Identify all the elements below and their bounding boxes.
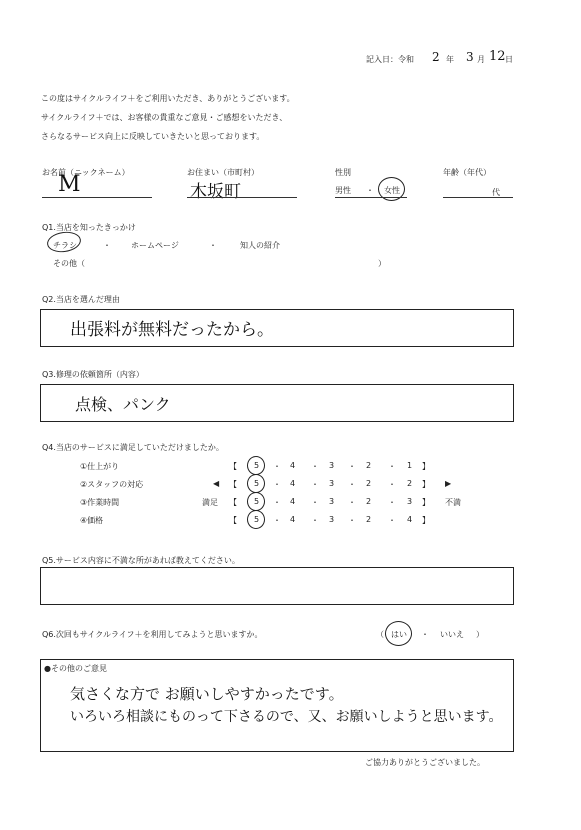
gender-male: 男性 <box>335 186 351 195</box>
q1-question: Q1.当店を知ったきっかけ <box>42 223 136 232</box>
q5-question: Q5.サービス内容に不満な所があれば教えてください。 <box>42 556 240 565</box>
q3-answer: 点検、パンク <box>75 395 171 414</box>
q4-scale-value: 4 <box>407 515 413 524</box>
name-value: M <box>58 172 81 197</box>
q4-scale-value: 3 <box>407 497 413 506</box>
gender-underline <box>335 197 407 198</box>
q4-scale-value: 3 <box>329 461 335 470</box>
q1-separator-2: ・ <box>209 241 217 250</box>
q4-scale-value: 1 <box>407 461 413 470</box>
q2-answer: 出張料が無料だったから。 <box>70 320 274 340</box>
gender-separator: ・ <box>366 186 374 195</box>
q4-scale-dot: ・ <box>273 462 281 471</box>
date-month: 3 <box>466 50 474 64</box>
q4-scale-value: 2 <box>407 479 413 488</box>
q4-scale-dot: ・ <box>388 480 396 489</box>
q1-separator-1: ・ <box>103 241 111 250</box>
other-comments-line-2: いろいろ相談にものって下さるので、又、お願いしようと思います。 <box>70 709 503 725</box>
intro-line-2: サイクルライフ＋では、お客様の貴重なご意見・ご感想をいただき、 <box>41 113 288 122</box>
q4-scale-value: 5 <box>254 497 260 506</box>
q4-label-unsatisfied: 不満 <box>445 498 461 507</box>
q4-open-bracket: 【 <box>229 480 237 489</box>
other-comments-line-1: 気さくな方で お願いしやすかったです。 <box>70 685 344 703</box>
q4-scale-value: 2 <box>366 461 372 470</box>
q6-yes: はい <box>391 630 407 639</box>
q4-scale-value: 4 <box>290 497 296 506</box>
date-month-unit: 月 <box>477 55 485 64</box>
date-label: 記入日：令和 <box>366 55 414 64</box>
q4-scale-value: 3 <box>329 479 335 488</box>
name-underline <box>42 197 152 198</box>
q4-scale-dot: ・ <box>273 480 281 489</box>
address-label: お住まい（市町村） <box>187 168 259 177</box>
q4-selected-circle <box>247 474 265 493</box>
q4-close-bracket: 】 <box>422 516 430 525</box>
date-day: 12 <box>489 49 506 64</box>
q4-scale-dot: ・ <box>348 498 356 507</box>
intro-line-3: さらなるサービス向上に反映していきたいと思っております。 <box>41 132 265 141</box>
q4-row-label: ④価格 <box>80 516 104 525</box>
age-label: 年齢（年代） <box>443 168 491 177</box>
q3-question: Q3.修理の依頼箇所（内容） <box>42 370 144 379</box>
address-value: 木坂町 <box>190 182 241 202</box>
q6-close: ） <box>476 630 484 639</box>
q4-scale-value: 3 <box>329 515 335 524</box>
q4-scale-dot: ・ <box>388 462 396 471</box>
date-day-unit: 日 <box>505 55 513 64</box>
q4-scale-dot: ・ <box>348 516 356 525</box>
q4-scale-value: 4 <box>290 461 296 470</box>
date-year-unit: 年 <box>446 55 454 64</box>
q1-other-close: ） <box>378 259 386 268</box>
age-underline <box>443 197 513 198</box>
q4-close-bracket: 】 <box>422 462 430 471</box>
q4-selected-circle <box>247 492 265 511</box>
q5-answer-box <box>40 567 514 605</box>
q4-selected-circle <box>247 456 265 475</box>
q4-close-bracket: 】 <box>422 480 430 489</box>
q4-scale-value: 5 <box>254 515 260 524</box>
q4-scale-dot: ・ <box>348 480 356 489</box>
q4-open-bracket: 【 <box>229 498 237 507</box>
q4-scale-value: 4 <box>290 479 296 488</box>
q4-scale-dot: ・ <box>311 480 319 489</box>
q4-label-satisfied: 満足 <box>202 498 218 507</box>
gender-label: 性別 <box>335 168 351 177</box>
q4-open-bracket: 【 <box>229 516 237 525</box>
q4-scale-dot: ・ <box>388 516 396 525</box>
q4-close-bracket: 】 <box>422 498 430 507</box>
q4-scale-dot: ・ <box>311 462 319 471</box>
q4-row-label: ②スタッフの対応 <box>80 480 144 489</box>
q4-scale-dot: ・ <box>311 498 319 507</box>
q4-scale-dot: ・ <box>388 498 396 507</box>
age-unit: 代 <box>492 188 500 197</box>
q6-separator: ・ <box>421 630 429 639</box>
q6-no: いいえ <box>440 630 464 639</box>
q1-option-referral: 知人の紹介 <box>240 241 280 250</box>
q4-row-label: ③作業時間 <box>80 498 120 507</box>
q4-scale-dot: ・ <box>348 462 356 471</box>
q6-question: Q6.次回もサイクルライフ＋を利用してみようと思いますか。 <box>42 630 263 639</box>
address-underline <box>187 197 297 198</box>
q6-open: （ <box>376 630 384 639</box>
q4-scale-value: 2 <box>366 515 372 524</box>
q4-scale-value: 5 <box>254 461 260 470</box>
q4-scale-value: 4 <box>290 515 296 524</box>
q1-other-label: その他（ <box>53 259 85 268</box>
q4-arrow-left: ◀ <box>213 479 220 488</box>
q4-scale-dot: ・ <box>311 516 319 525</box>
q4-scale-value: 5 <box>254 479 260 488</box>
q4-selected-circle <box>247 510 265 529</box>
q1-option-homepage: ホームページ <box>131 241 179 250</box>
q4-question: Q4.当店のサービスに満足していただけましたか。 <box>42 443 224 452</box>
q4-row-label: ①仕上がり <box>80 462 120 471</box>
other-comments-label: ●その他のご意見 <box>44 664 107 673</box>
intro-line-1: この度はサイクルライフ＋をご利用いただき、ありがとうございます。 <box>41 94 295 103</box>
q4-scale-value: 3 <box>329 497 335 506</box>
q4-scale-value: 2 <box>366 479 372 488</box>
q2-question: Q2.当店を選んだ理由 <box>42 295 120 304</box>
footer-thanks: ご協力ありがとうございました。 <box>365 758 485 767</box>
name-label: お名前（ニックネーム） <box>42 168 130 177</box>
q4-scale-value: 2 <box>366 497 372 506</box>
q4-scale-dot: ・ <box>273 498 281 507</box>
q4-arrow-right: ▶ <box>445 479 452 488</box>
date-year: 2 <box>432 50 440 64</box>
q4-open-bracket: 【 <box>229 462 237 471</box>
q6-yes-circle <box>385 621 412 646</box>
q4-scale-dot: ・ <box>273 516 281 525</box>
gender-female: 女性 <box>384 186 400 195</box>
q1-option-flyer: チラシ <box>53 241 77 250</box>
